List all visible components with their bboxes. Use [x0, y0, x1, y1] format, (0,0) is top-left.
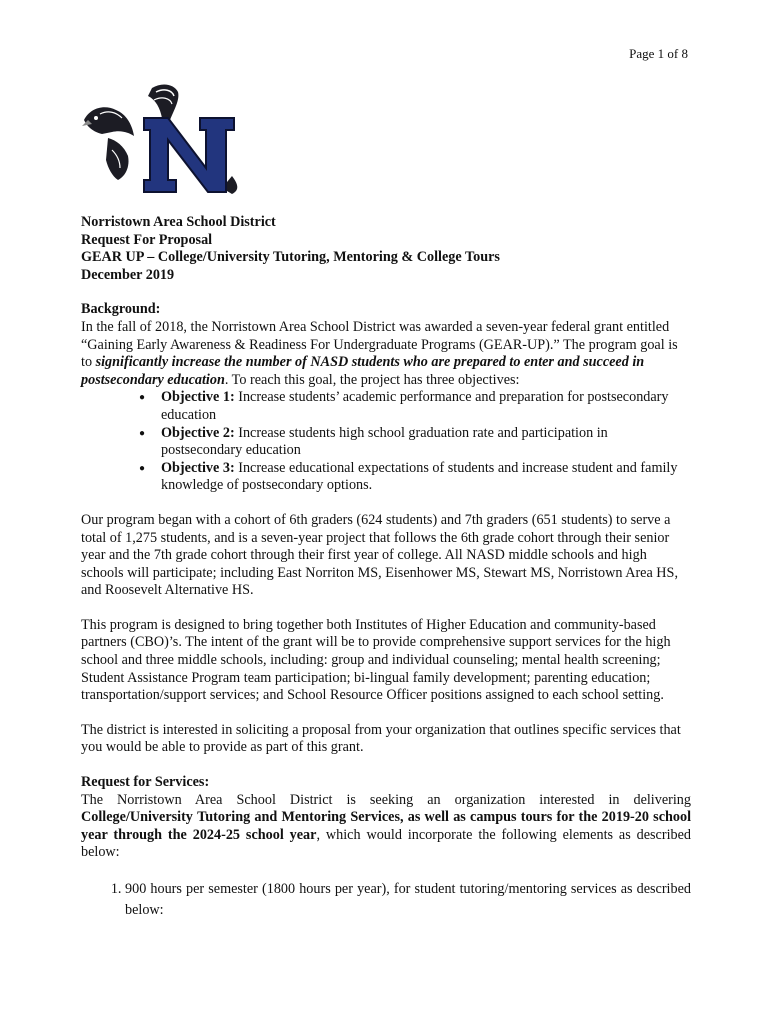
document-date: December 2019 [81, 266, 175, 283]
program-title: GEAR UP – College/University Tutoring, Mentoring & College Tours [81, 249, 500, 266]
proposal-paragraph: The district is interested in soliciting a proposal from your organization that outlines specific services that you would be able to provide as part of this grant. [81, 721, 681, 756]
eagle-body [106, 138, 129, 180]
objectives-list [81, 389, 691, 495]
list-item: ● Objective 3: Increase educational expectations of students and increase student and family knowledge of postsecondary options. [161, 460, 691, 495]
background-section [81, 301, 691, 495]
program-paragraph: This program is designed to bring together both Institutes of Higher Education and community-based partners (CBO)’s. The intent of the grant will be to provide comprehensive support services for the high school and three middle schools, including: group and individual counseling; mental health screening; Student Assistance Program team participation; bi-lingual family development; parenting education; transportation/support services; and School Resource Officer positions assigned to each school setting. [81, 616, 671, 704]
background-heading: Background: [81, 301, 161, 318]
background-intro: In the fall of 2018, the Norristown Area School District was awarded a seven-year federal grant entitled “Gaining Early Awareness & Readiness For Undergraduate Programs (GEAR-UP).” The program goal is to significantly increase the number of NASD students who are prepared to enter and succeed in postsecondary education. To reach this goal, the project has three objectives: [81, 318, 678, 388]
page-number: Page 1 of 8 [629, 46, 688, 61]
cohort-paragraph: Our program began with a cohort of 6th graders (624 students) and 7th graders (651 students) to serve a total of 1,275 students, and is a seven-year project that follows the 6th grade cohort through their senior year and the 7th grade cohort through their first year of college. All NASD middle schools and high schools will participate; including East Norriton MS, Eisenhower MS, Stewart MS, Norristown Area HS, and Roosevelt Alternative HS. [81, 511, 678, 599]
n-letter [144, 118, 234, 192]
list-item: ● Objective 2: Increase students high school graduation rate and participation in postsecondary education [161, 425, 691, 460]
request-paragraph: The Norristown Area School District is seeking an organization interested in delivering College/University Tutoring and Mentoring Services, as well as campus tours for the 2019-20 school year through the 2024-25 school year, which would incorporate the following elements as described below: [81, 791, 692, 861]
list-item: 1. 900 hours per semester (1800 hours per year), for student tutoring/mentoring services as described below: [125, 879, 691, 921]
request-heading: Request for Services: [81, 774, 210, 791]
services-list [81, 879, 691, 921]
program-goal: significantly increase the number of NASD students who are prepared to enter and succeed in postsecondary education [81, 354, 645, 388]
document-body [81, 214, 691, 921]
district-name: Norristown Area School District [81, 214, 276, 230]
eagle-n-logo [82, 80, 242, 196]
header-block [81, 214, 691, 284]
list-item: ● Objective 1: Increase students’ academic performance and preparation for postsecondary education [161, 389, 691, 424]
document-type: Request For Proposal [81, 231, 213, 248]
request-section [81, 774, 691, 921]
